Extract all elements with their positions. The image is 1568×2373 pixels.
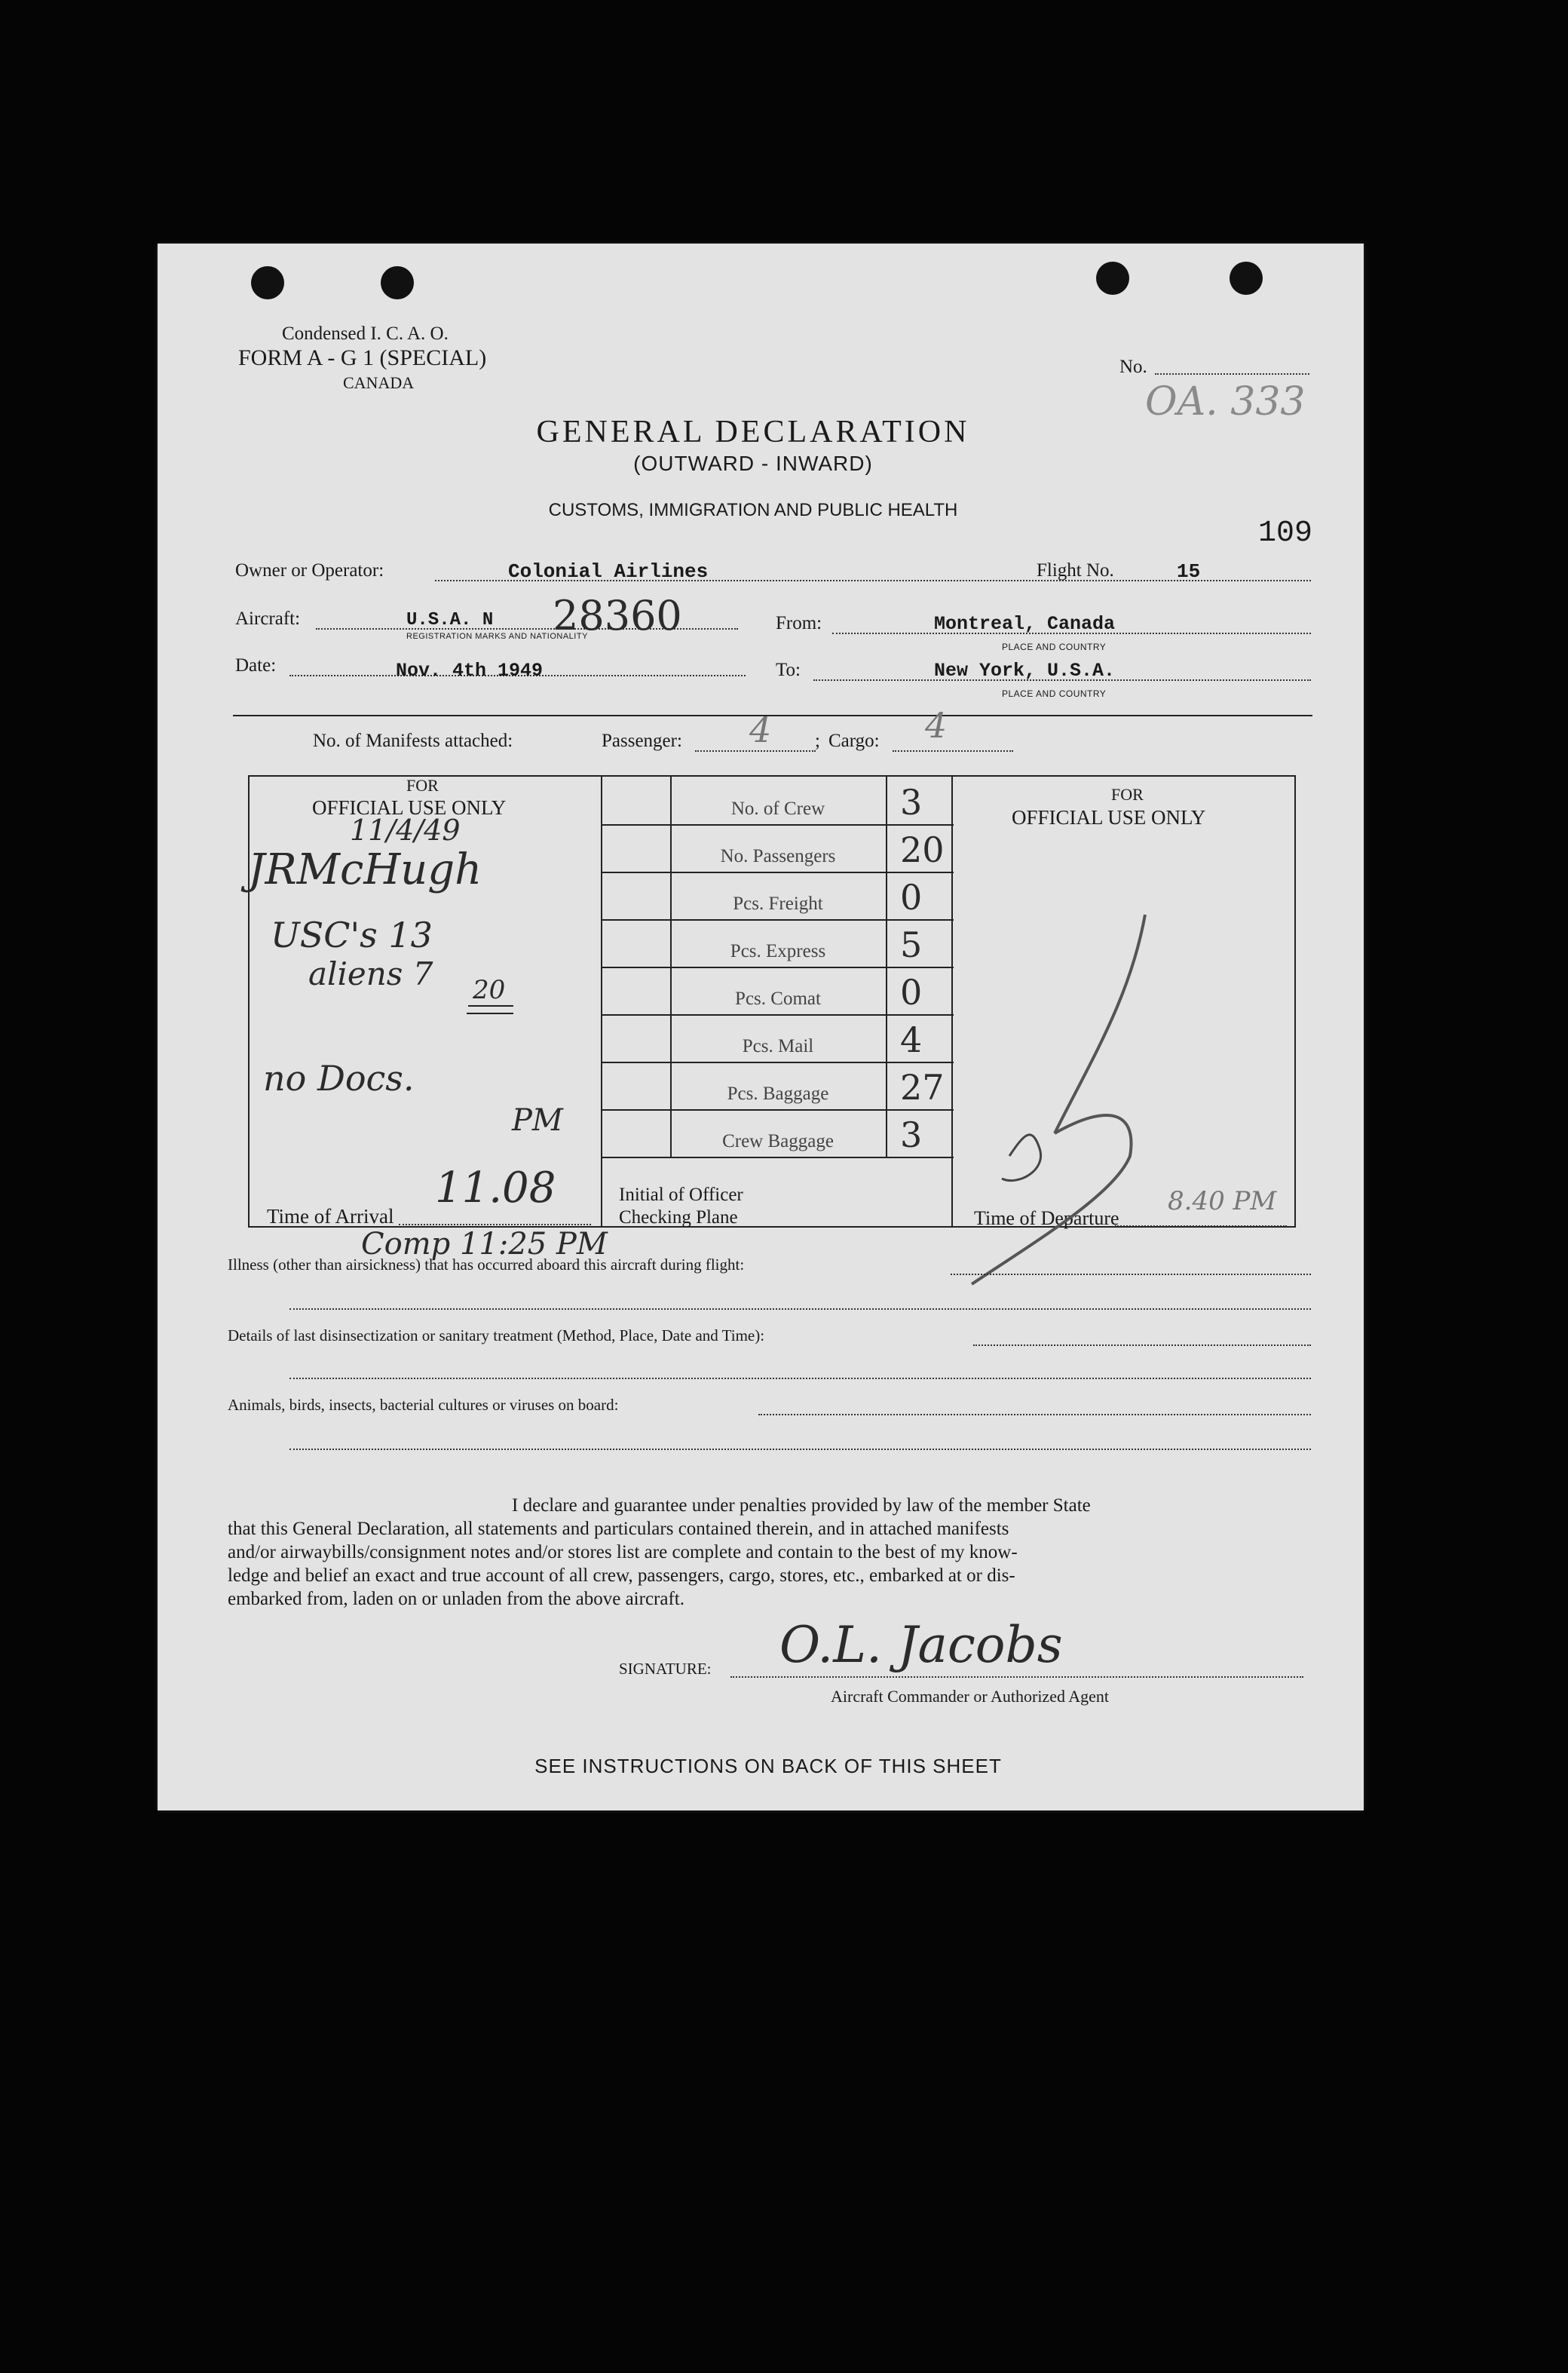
declaration-form-sheet [158, 244, 1364, 1810]
official-left-for: FOR [406, 776, 439, 795]
declaration-line: embarked from, laden on or unladen from the above aircraft. [228, 1589, 684, 1609]
official-left-title: OFFICIAL USE ONLY [312, 796, 507, 819]
count-row-label: Pcs. Freight [733, 894, 823, 914]
officer-handwritten-name: JRMcHugh [248, 845, 482, 894]
punch-hole [1230, 262, 1263, 295]
page-title: GENERAL DECLARATION [536, 415, 970, 449]
count-row-value: 4 [900, 1019, 923, 1060]
count-row-rule [601, 1157, 954, 1158]
cargo-line [893, 750, 1013, 752]
authority-heading: CUSTOMS, IMMIGRATION AND PUBLIC HEALTH [548, 500, 958, 520]
form-country-label: CANADA [343, 373, 415, 392]
count-row-value: 3 [900, 1114, 923, 1155]
flight-label: Flight No. [1037, 560, 1114, 581]
count-row-value: 27 [900, 1067, 945, 1108]
no-label: No. [1119, 357, 1147, 377]
punch-hole [1096, 262, 1129, 295]
count-row-rule [601, 1062, 954, 1063]
illness-line [951, 1274, 1311, 1275]
handwritten-usc-count: USC's 13 [271, 915, 433, 955]
date-label: Date: [235, 655, 277, 676]
count-row-label: Pcs. Comat [735, 989, 821, 1009]
no-line [1155, 373, 1309, 375]
punch-hole [251, 266, 284, 299]
declaration-line: I declare and guarantee under penalties provided by law of the member State [512, 1495, 1091, 1516]
declaration-line: ledge and belief an exact and true account of all crew, passengers, cargo, stores, etc., embarked at or dis- [228, 1565, 1015, 1586]
count-row-label: Pcs. Mail [742, 1036, 814, 1056]
declaration-line: and/or airwaybills/consignment notes and/or stores list are complete and contain to the best of my know- [228, 1542, 1018, 1562]
checking-plane-label: Checking Plane [619, 1207, 738, 1228]
completion-time-handwritten: Comp 11:25 PM [361, 1227, 608, 1262]
count-row-value: 0 [900, 972, 923, 1013]
passenger-value: 4 [749, 710, 772, 750]
form-condensed-label: Condensed I. C. A. O. [282, 323, 449, 344]
commander-signature: O.L. Jacobs [779, 1616, 1063, 1674]
flight-line [1138, 580, 1311, 581]
no-handwritten: OA. 333 [1145, 379, 1306, 425]
from-value: Montreal, Canada [934, 613, 1116, 635]
handwritten-total: 20 [473, 975, 506, 1005]
date-value: Nov. 4th 1949 [396, 660, 544, 682]
handwritten-no-docs: no Docs. [263, 1058, 415, 1099]
cargo-label: Cargo: [828, 731, 880, 751]
cargo-value: 4 [925, 705, 948, 746]
departure-value: 8.40 PM [1168, 1186, 1277, 1216]
aircraft-registration-handwritten: 28360 [553, 592, 682, 639]
aircraft-label: Aircraft: [235, 609, 301, 629]
count-row-value: 5 [900, 924, 923, 965]
count-row-label: Crew Baggage [722, 1131, 834, 1151]
animals-label: Animals, birds, insects, bacterial cultures or viruses on board: [228, 1396, 619, 1414]
punch-hole [381, 266, 414, 299]
signature-caption: Aircraft Commander or Authorized Agent [831, 1687, 1110, 1706]
to-value: New York, U.S.A. [934, 660, 1116, 682]
count-row-label: No. Passengers [720, 846, 836, 866]
page-subtitle: (OUTWARD - INWARD) [633, 452, 873, 475]
stamp-number: 109 [1258, 517, 1313, 550]
arrival-line [399, 1224, 591, 1225]
total-underline [467, 1013, 513, 1014]
handwritten-pm: PM [512, 1103, 563, 1138]
registration-caption: REGISTRATION MARKS AND NATIONALITY [406, 632, 588, 641]
count-row-label: Pcs. Express [730, 941, 826, 961]
illness-line-2 [289, 1308, 1311, 1310]
official-right-title: OFFICIAL USE ONLY [1012, 806, 1206, 829]
manifests-label: No. of Manifests attached: [313, 731, 513, 751]
count-row-rule [601, 1109, 954, 1111]
declaration-line: that this General Declaration, all statements and particulars contained therein, and in attached manifests [228, 1519, 1009, 1539]
owner-value: Colonial Airlines [508, 560, 709, 583]
count-row-label: No. of Crew [730, 799, 825, 819]
aircraft-value: U.S.A. N [406, 610, 494, 630]
official-right-for: FOR [1111, 785, 1144, 804]
to-label: To: [776, 660, 801, 680]
disinsectization-label: Details of last disinsectization or sanitary treatment (Method, Place, Date and Time): [228, 1326, 765, 1344]
from-label: From: [776, 613, 822, 633]
count-row-value: 0 [900, 877, 923, 918]
count-row-rule [601, 872, 954, 873]
animals-line-2 [289, 1449, 1311, 1450]
table-divider [601, 775, 602, 1228]
official-handwritten-date: 11/4/49 [350, 814, 461, 847]
count-row-rule [601, 824, 954, 826]
signature-line [730, 1676, 1303, 1678]
illness-label: Illness (other than airsickness) that has occurred aboard this aircraft during flight: [228, 1255, 745, 1274]
passenger-line [695, 750, 816, 752]
disinsectization-line [973, 1344, 1311, 1346]
total-underline [468, 1005, 513, 1007]
handwritten-aliens-count: aliens 7 [308, 955, 433, 992]
divider-rule [233, 715, 1312, 716]
passenger-label: Passenger: [602, 731, 682, 751]
arrival-label: Time of Arrival [267, 1205, 394, 1228]
count-row-rule [601, 919, 954, 921]
to-caption: PLACE AND COUNTRY [1002, 688, 1107, 699]
departure-label: Time of Departure [974, 1207, 1119, 1229]
from-caption: PLACE AND COUNTRY [1002, 642, 1107, 652]
signature-label: SIGNATURE: [619, 1660, 712, 1678]
form-number-label: FORM A - G 1 (SPECIAL) [238, 345, 487, 370]
animals-line [758, 1414, 1311, 1415]
flight-value: 15 [1177, 560, 1201, 583]
count-row-rule [601, 967, 954, 968]
pencil-scribble [942, 907, 1318, 1299]
disinsectization-line-2 [289, 1378, 1311, 1379]
instructions-footer: SEE INSTRUCTIONS ON BACK OF THIS SHEET [534, 1755, 1002, 1777]
count-row-value: 20 [900, 829, 945, 870]
arrival-value: 11.08 [435, 1164, 556, 1213]
count-row-value: 3 [900, 782, 923, 823]
count-row-label: Pcs. Baggage [727, 1084, 829, 1104]
count-row-rule [601, 1014, 954, 1016]
owner-label: Owner or Operator: [235, 560, 384, 581]
cargo-semicolon: ; [815, 731, 820, 751]
initial-officer-label: Initial of Officer [619, 1185, 743, 1205]
